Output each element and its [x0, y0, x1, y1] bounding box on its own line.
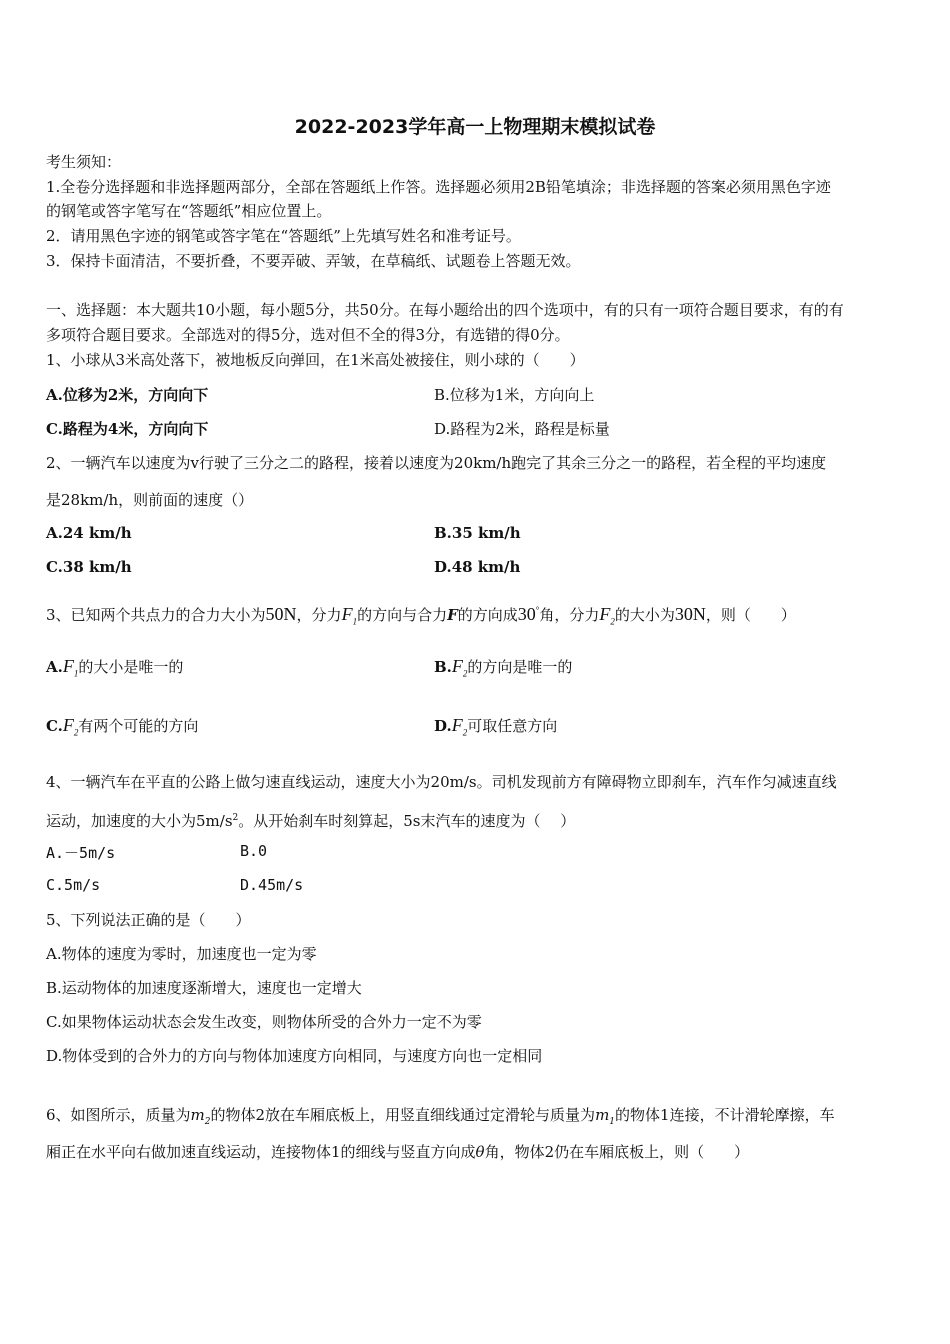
q4-stem-line-1: 4、一辆汽车在平直的公路上做匀速直线运动，速度大小为20m/s。司机发现前方有障碍物立即刹车，汽车作匀减速直线 [46, 773, 837, 791]
q6-m2-symbol: $m_2$ [190, 1106, 211, 1127]
q4-option-a: A.－5m/s [46, 844, 116, 862]
notice-item-3: 3．保持卡面清洁，不要折叠，不要弄破、弄皱，在草稿纸、试题卷上答题无效。 [46, 252, 581, 270]
q3-d-f2-symbol: $F_2$ [451, 715, 468, 738]
q3-text-3: 的方向与合力 [357, 606, 448, 624]
q1-option-d: D.路程为2米，路程是标量 [434, 420, 610, 438]
q2-stem-line-2: 是28km/h，则前面的速度（） [46, 491, 254, 509]
notice-item-2: 2．请用黑色字迹的钢笔或答字笔在“答题纸”上先填写姓名和准考证号。 [46, 227, 521, 245]
q1-option-b: B.位移为1米，方向向上 [434, 386, 595, 404]
q3-angle-value: 30° [517, 604, 540, 624]
exam-title: 2022-2023学年高一上物理期末模拟试卷 [294, 116, 656, 138]
notice-item-1-cont: 的钢笔或答字笔写在“答题纸”相应位置上。 [46, 202, 332, 220]
q2-option-a: A.24 km/h [46, 524, 132, 542]
q3-option-d: $D.F_2$可取任意方向 [434, 715, 558, 738]
q5-option-d: D.物体受到的合外力的方向与物体加速度方向相同，与速度方向也一定相同 [46, 1047, 543, 1065]
section-intro-line-2: 多项符合题目要求。全部选对的得5分，选对但不全的得3分，有选错的得0分。 [46, 326, 570, 344]
q1-stem: 1、小球从3米高处落下，被地板反向弹回，在1米高处被接住，则小球的（ ） [46, 351, 585, 369]
q5-option-c: C.如果物体运动状态会发生改变，则物体所受的合外力一定不为零 [46, 1013, 482, 1031]
q3-text-6: 的大小为 [614, 606, 675, 624]
q6-m1-symbol: $m_1$ [595, 1106, 616, 1127]
q5-option-a: A.物体的速度为零时，加速度也一定为零 [46, 945, 317, 963]
q1-option-a: A.位移为2米，方向向下 [46, 386, 209, 404]
q4-option-c: C.5m/s [46, 876, 101, 894]
q3-text-5: 角，分力 [539, 606, 600, 624]
q5-option-b: B.运动物体的加速度逐渐增大，速度也一定增大 [46, 979, 362, 997]
q2-option-b: B.35 km/h [434, 524, 521, 542]
q3-stem [46, 598, 906, 634]
q3-f2-symbol: $F_2$ [599, 604, 615, 627]
q4-option-d: D.45m/s [240, 876, 304, 894]
q3-b-f2-symbol: $F_2$ [451, 656, 468, 679]
q4-option-b: B.0 [240, 842, 268, 860]
q6-stem-line-1: 6、如图所示，质量为$m_2$的物体2放在车厢底板上，用竖直细线通过定滑轮与质量为$m_1$的物体1连接，不计滑轮摩擦，车 [46, 1106, 835, 1127]
notice-heading: 考生须知： [46, 153, 122, 171]
q3-option-b: $B.F_2$的方向是唯一的 [434, 656, 573, 679]
notice-item-1: 1.全卷分选择题和非选择题两部分，全部在答题纸上作答。选择题必须用2B铅笔填涂；非选择题的答案必须用黑色字迹 [46, 178, 831, 196]
section-intro-line-1: 一、选择题：本大题共10小题，每小题5分，共50分。在每小题给出的四个选项中，有的只有一项符合题目要求，有的有 [46, 301, 844, 319]
q3-resultant-value: 50N [265, 604, 297, 624]
q1-option-c: C.路程为4米，方向向下 [46, 420, 209, 438]
q3-a-f1-symbol: $F_1$ [62, 656, 79, 679]
q6-theta-symbol: θ [475, 1143, 485, 1161]
q4-stem-line-2: 运动，加速度的大小为$5m/s^2$。从开始刹车时刻算起，5s末汽车的速度为（ ） [46, 812, 576, 830]
q2-option-d: D.48 km/h [434, 558, 521, 576]
q3-option-a: $A.F_1$的大小是唯一的 [46, 656, 184, 679]
q3-text-4: 的方向成 [457, 606, 518, 624]
q3-option-c: $C.F_2$有两个可能的方向 [46, 715, 199, 738]
q3-text-1: 3、已知两个共点力的合力大小为 [46, 606, 266, 624]
q6-stem-line-2: 厢正在水平向右做加速直线运动，连接物体1的细线与竖直方向成θ角，物体2仍在车厢底板上，则（ ） [46, 1143, 750, 1161]
q3-f-symbol: F [447, 606, 458, 624]
q3-f1-symbol: $F_1$ [341, 604, 358, 627]
q3-f2-value: 30N [674, 604, 706, 624]
q3-text-7: ，则（ ） [705, 606, 796, 624]
q5-stem: 5、下列说法正确的是（ ） [46, 911, 251, 929]
q2-stem-line-1: 2、一辆汽车以速度为v行驶了三分之二的路程，接着以速度为20km/h跑完了其余三分之一的路程，若全程的平均速度 [46, 454, 827, 472]
q3-c-f2-symbol: $F_2$ [62, 715, 79, 738]
q2-option-c: C.38 km/h [46, 558, 132, 576]
q3-text-2: ，分力 [296, 606, 342, 624]
